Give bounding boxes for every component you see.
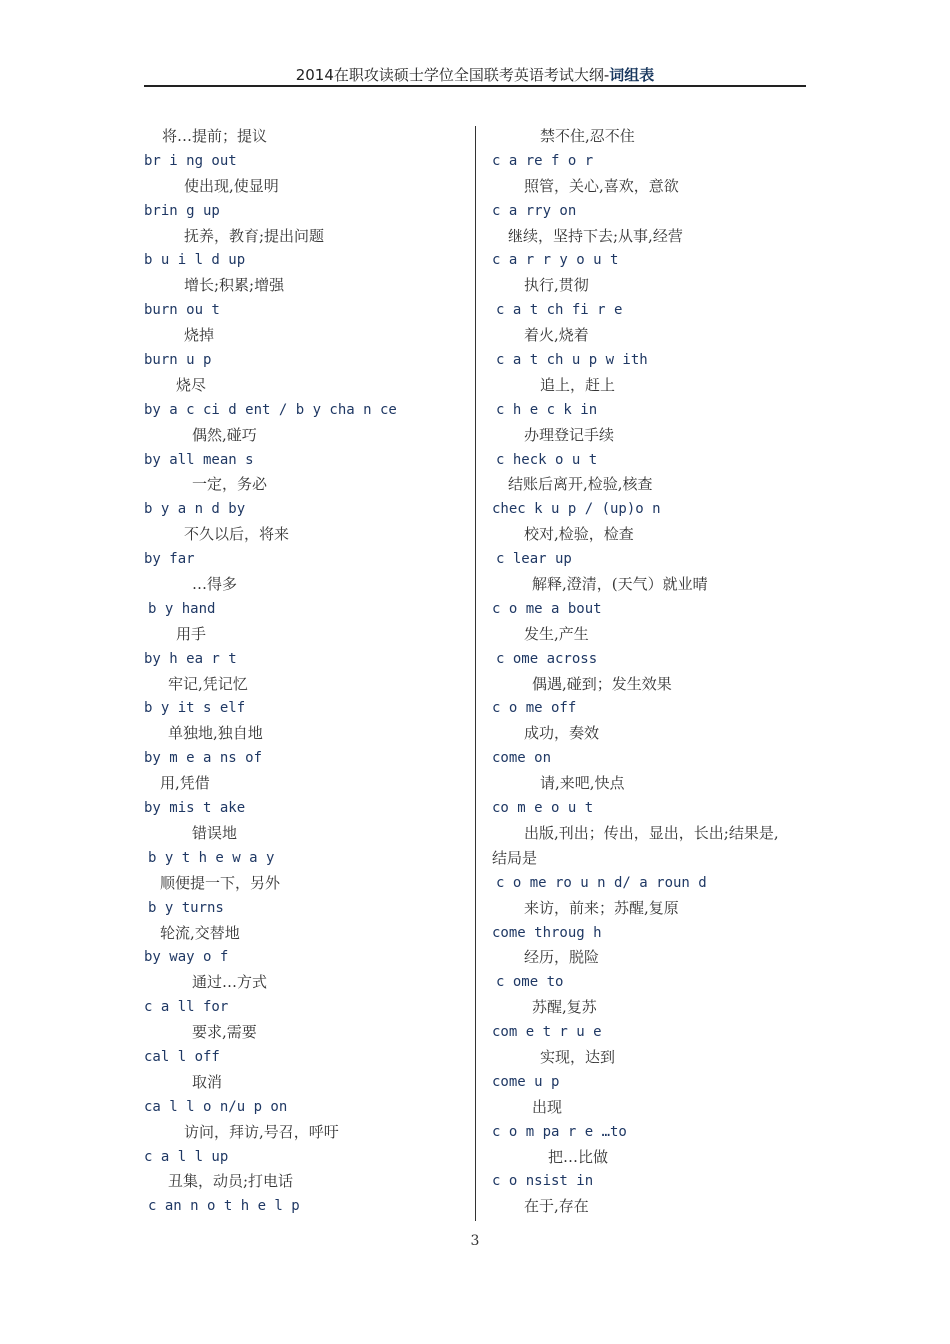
header-accent: 词组表: [609, 66, 655, 84]
phrase-term: c o m pa r e …to: [492, 1123, 627, 1140]
phrase-term: b y t h e w a y: [148, 849, 275, 866]
phrase-term: c a rry on: [492, 202, 577, 219]
phrase-definition: 烧尽: [176, 375, 207, 394]
phrase-term: by mis t ake: [144, 800, 246, 817]
phrase-term: come throug h: [492, 924, 602, 941]
phrase-term: b y hand: [148, 600, 216, 617]
phrase-term: b y it s elf: [144, 700, 246, 717]
left-column: [144, 124, 469, 1219]
phrase-term: c a r r y o u t: [492, 252, 619, 269]
phrase-term: b u i l d up: [144, 252, 246, 269]
phrase-term: burn ou t: [144, 302, 220, 319]
phrase-term: c o me a bout: [492, 600, 602, 617]
phrase-definition: 要求,需要: [192, 1023, 257, 1042]
phrase-term: c an n o t h e l p: [148, 1198, 300, 1215]
phrase-definition: 顺便提一下，另外: [160, 873, 281, 892]
phrase-term: c heck o u t: [496, 451, 598, 468]
phrase-definition: 单独地,独自地: [168, 724, 263, 743]
phrase-term: by all mean s: [144, 451, 254, 468]
phrase-term: c a t ch u p w ith: [496, 352, 648, 369]
phrase-definition: 执行,贯彻: [524, 276, 589, 295]
phrase-definition: 使出现,使显明: [184, 176, 279, 195]
phrase-definition: 出版,刊出；传出，显出，长出;结果是,: [524, 823, 779, 842]
phrase-definition: …得多: [192, 575, 238, 594]
phrase-term: c a ll for: [144, 999, 229, 1016]
phrase-term: c o nsist in: [492, 1173, 594, 1190]
header-title: 2014在职攻读硕士学位全国联考英语考试大纲-: [295, 66, 610, 84]
phrase-definition: 经历，脱险: [524, 948, 600, 967]
phrase-definition: 轮流,交替地: [160, 923, 240, 942]
phrase-definition: 办理登记手续: [524, 425, 615, 444]
phrase-term: by m e a ns of: [144, 750, 263, 767]
phrase-term: c ome to: [496, 974, 564, 991]
phrase-definition: 发生,产生: [524, 624, 589, 643]
phrase-definition: 偶然,碰巧: [192, 425, 257, 444]
phrase-definition: 丑集，动员;打电话: [168, 1172, 294, 1191]
phrase-definition: 一定，务必: [192, 475, 268, 494]
phrase-term: by a c ci d ent / b y cha n ce: [144, 401, 397, 418]
phrase-definition: 继续，坚持下去;从事,经营: [508, 226, 683, 245]
phrase-definition: 出现: [532, 1097, 563, 1116]
phrase-definition: 请,来吧,快点: [540, 774, 625, 793]
phrase-definition: 成功，奏效: [524, 724, 600, 743]
phrase-definition: 烧掉: [184, 326, 215, 345]
phrase-term: b y a n d by: [144, 501, 246, 518]
phrase-term: burn u p: [144, 352, 212, 369]
phrase-term: c lear up: [496, 551, 572, 568]
phrase-term: come u p: [492, 1073, 560, 1090]
phrase-definition: 在于,存在: [524, 1197, 589, 1216]
phrase-term: c o me off: [492, 700, 577, 717]
phrase-term: co m e o u t: [492, 800, 594, 817]
phrase-definition: 苏醒,复苏: [532, 998, 597, 1017]
column-divider: [475, 126, 476, 1221]
phrase-definition: 用,凭借: [160, 774, 210, 793]
phrase-term: cal l off: [144, 1048, 220, 1065]
phrase-definition: 偶遇,碰到；发生效果: [532, 674, 672, 693]
phrase-definition: 照管，关心,喜欢，意欲: [524, 176, 679, 195]
phrase-definition: 用手: [176, 624, 207, 643]
phrase-term: ca l l o n/u p on: [144, 1098, 288, 1115]
right-column: [492, 124, 807, 1219]
phrase-definition: 通过…方式: [192, 973, 268, 992]
phrase-definition: 牢记,凭记忆: [168, 674, 248, 693]
phrase-term: c a t ch fi r e: [496, 302, 623, 319]
phrase-definition: 禁不住,忍不住: [540, 127, 635, 145]
phrase-definition: 把…比做: [548, 1147, 609, 1166]
phrase-term: by far: [144, 551, 195, 568]
header-rule: [144, 85, 806, 87]
phrase-definition: 取消: [192, 1072, 223, 1091]
phrase-term: by way o f: [144, 949, 229, 966]
phrase-definition: 结局是: [492, 848, 538, 867]
phrase-definition: 着火,烧着: [524, 326, 589, 345]
phrase-definition: 追上，赶上: [540, 375, 616, 394]
phrase-term: by h ea r t: [144, 650, 237, 667]
phrase-term: come on: [492, 750, 552, 767]
phrase-definition: 结账后离开,检验,核查: [508, 475, 653, 494]
phrase-definition: 将…提前；提议: [162, 127, 268, 145]
phrase-term: com e t r u e: [492, 1024, 602, 1041]
page-number: 3: [470, 1233, 480, 1249]
phrase-term: b y turns: [148, 899, 224, 916]
phrase-term: c a re f o r: [492, 152, 594, 169]
phrase-definition: 校对,检验，检查: [524, 525, 634, 544]
phrase-definition: 抚养，教育;提出问题: [184, 226, 325, 245]
phrase-term: br i ng out: [144, 152, 237, 169]
page-header: [144, 64, 806, 85]
phrase-definition: 不久以后，将来: [184, 525, 290, 544]
phrase-term: c o me ro u n d/ a roun d: [496, 874, 707, 891]
phrase-term: brin g up: [144, 202, 220, 219]
phrase-definition: 访问，拜访,号召，呼吁: [184, 1122, 339, 1141]
phrase-definition: 增长;积累;增强: [184, 276, 285, 295]
phrase-term: c a l l up: [144, 1148, 229, 1165]
phrase-term: chec k u p / (up)o n: [492, 501, 661, 518]
phrase-definition: 错误地: [192, 823, 238, 842]
phrase-term: c h e c k in: [496, 401, 598, 418]
phrase-definition: 来访，前来；苏醒,复原: [524, 898, 679, 917]
phrase-term: c ome across: [496, 650, 598, 667]
phrase-definition: 解释,澄清，(天气）就业晴: [532, 575, 708, 594]
phrase-definition: 实现，达到: [540, 1047, 616, 1066]
